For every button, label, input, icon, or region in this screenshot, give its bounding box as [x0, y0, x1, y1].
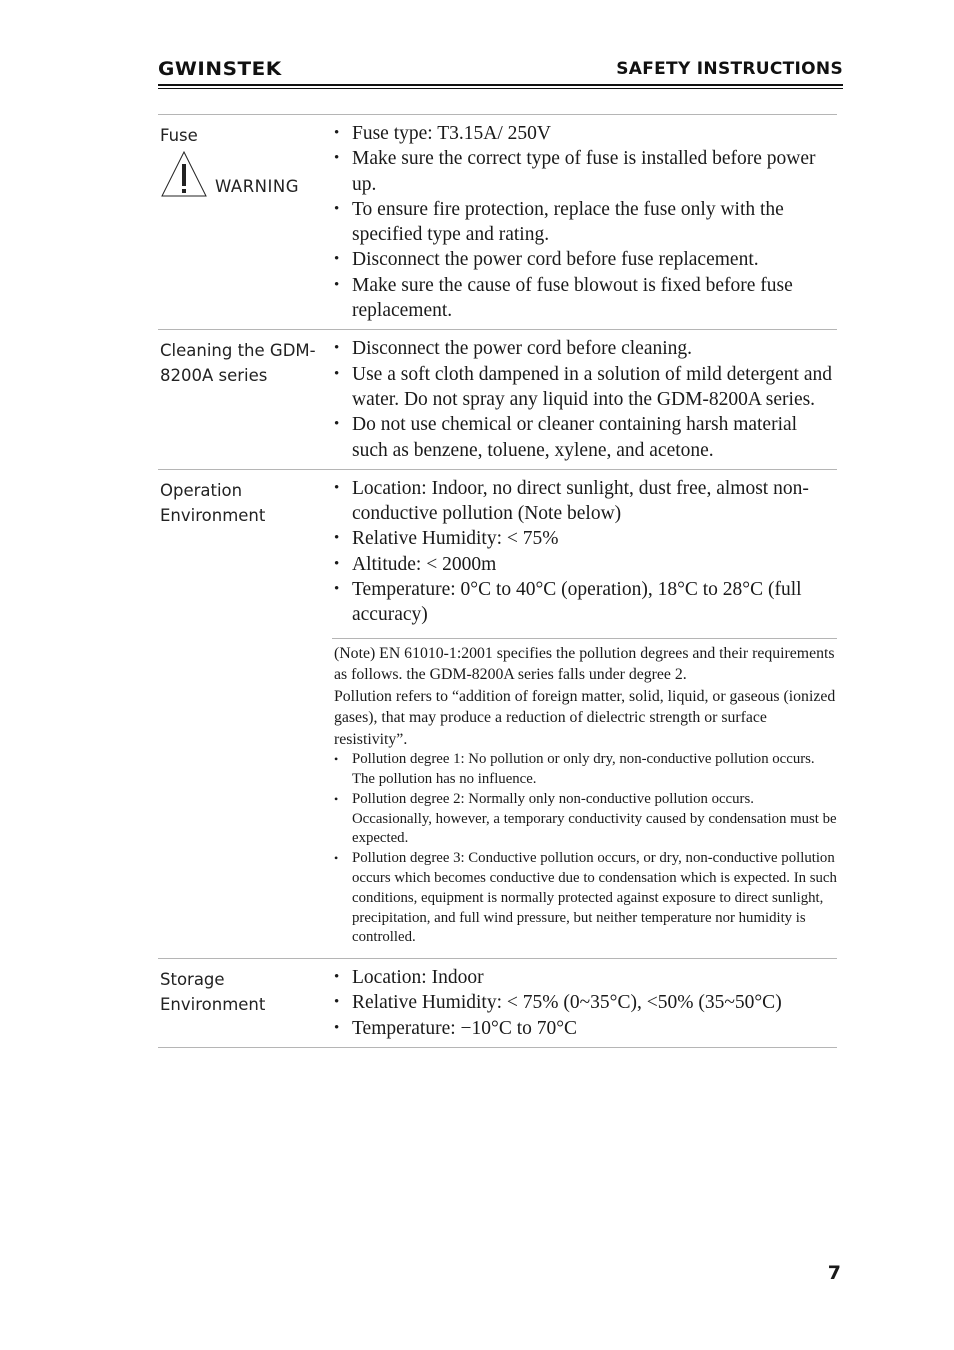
pollution-degree-list: [334, 750, 837, 948]
row-content: [332, 115, 837, 330]
section-title: SAFETY INSTRUCTIONS: [616, 59, 843, 79]
pollution-note: [332, 638, 837, 952]
operation-list: [332, 476, 837, 628]
list-item: • Pollution degree 2: Normally only non-conductive pollution occurs. Occasionally, however, a temporary conductivity caused by condensation must be expected.: [334, 790, 837, 849]
list-item: • Altitude: < 2000m: [332, 552, 837, 577]
row-content: [332, 469, 837, 958]
row-cleaning: [158, 330, 837, 469]
fuse-list: [332, 121, 837, 323]
row-content: [332, 959, 837, 1048]
operation-label: Operation Environment: [158, 469, 332, 958]
safety-table: [158, 114, 837, 1048]
list-item: • Temperature: 0°C to 40°C (operation), 18°C to 28°C (full accuracy): [332, 577, 837, 628]
page-number: 7: [827, 1262, 841, 1284]
storage-label: Storage Environment: [158, 959, 332, 1048]
list-item: • Pollution degree 1: No pollution or only dry, non-conductive pollution occurs. The pollution has no influence.: [334, 750, 837, 790]
warning-block: [160, 150, 332, 200]
list-item: • Make sure the cause of fuse blowout is fixed before fuse replacement.: [332, 273, 837, 324]
header-rule: [158, 84, 843, 89]
list-item: • Do not use chemical or cleaner containing harsh material such as benzene, toluene, xylene, and acetone.: [332, 412, 837, 463]
list-item: • Use a soft cloth dampened in a solution of mild detergent and water. Do not spray any liquid into the GDM-8200A series.: [332, 362, 837, 413]
note-definition: Pollution refers to “addition of foreign matter, solid, liquid, or gaseous (ionized gases), that may produce a reduction of dielectric strength or surface resistivity”.: [334, 687, 836, 748]
list-item: • Disconnect the power cord before fuse replacement.: [332, 247, 837, 272]
list-item: • Temperature: −10°C to 70°C: [332, 1016, 837, 1041]
list-item: • Make sure the correct type of fuse is installed before power up.: [332, 146, 837, 197]
list-item: • Relative Humidity: < 75% (0~35°C), <50% (35~50°C): [332, 990, 837, 1015]
cleaning-list: [332, 336, 837, 462]
list-item: • To ensure fire protection, replace the fuse only with the specified type and rating.: [332, 197, 837, 248]
row-operation-environment: [158, 469, 837, 958]
page-header: [158, 56, 843, 88]
list-item: • Fuse type: T3.15A/ 250V: [332, 121, 837, 146]
warning-label: WARNING: [215, 177, 300, 196]
brand-logo: GWINSTEK: [158, 58, 282, 80]
list-item: • Relative Humidity: < 75%: [332, 526, 837, 551]
fuse-label: Fuse: [160, 126, 198, 145]
list-item: • Location: Indoor: [332, 965, 837, 990]
row-content: [332, 330, 837, 469]
row-storage-environment: [158, 959, 837, 1048]
list-item: • Disconnect the power cord before cleaning.: [332, 336, 837, 361]
cleaning-label: Cleaning the GDM-8200A series: [158, 330, 332, 469]
warning-triangle-icon: [160, 150, 208, 198]
row-fuse: [158, 115, 837, 330]
storage-list: [332, 965, 837, 1041]
note-intro: (Note) EN 61010-1:2001 specifies the pollution degrees and their requirements as follows. the GDM-8200A series falls under degree 2.: [334, 644, 835, 684]
list-item: • Location: Indoor, no direct sunlight, dust free, almost non-conductive pollution (Note below): [332, 476, 837, 527]
list-item: • Pollution degree 3: Conductive pollution occurs, or dry, non-conductive pollution occurs which becomes conductive due to condensation which is expected. In such conditions, equipment is normally protected against exposure to direct sunlight, precipitation, and full wind pressure, but neither temperature nor humidity is controlled.: [334, 849, 837, 948]
row-label: [158, 115, 332, 330]
